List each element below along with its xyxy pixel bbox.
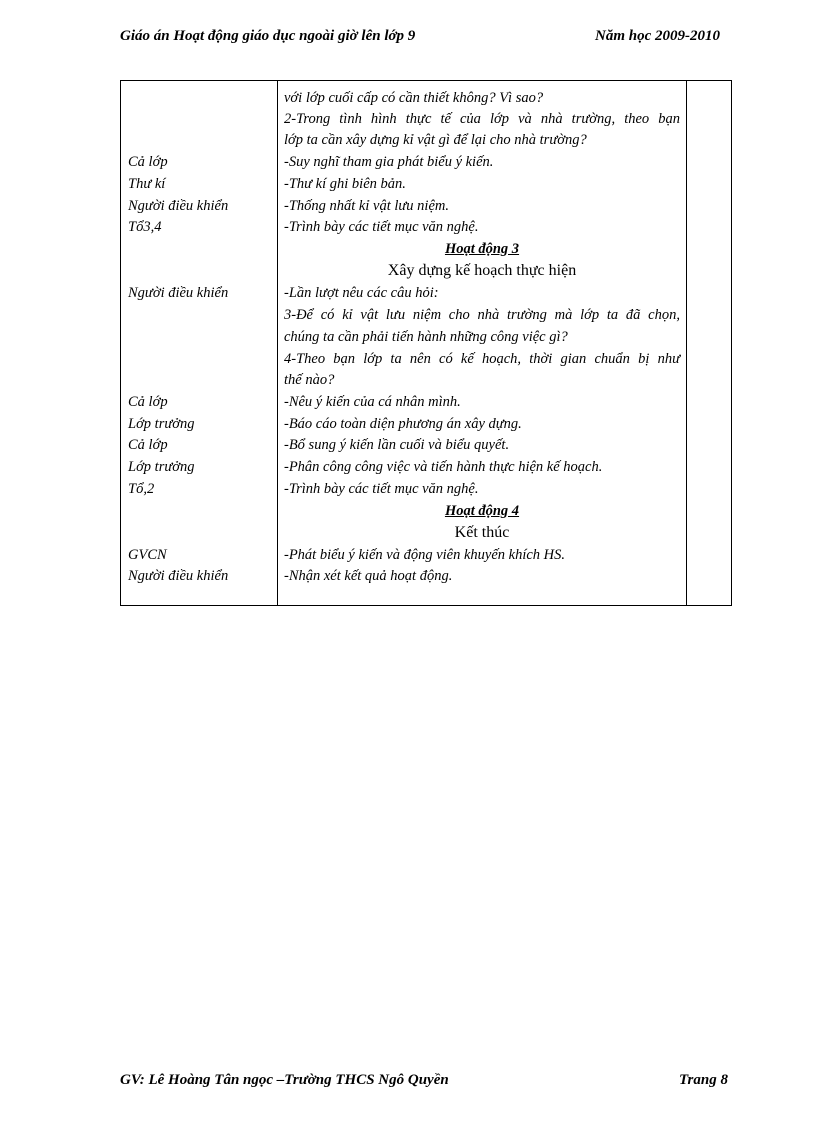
role-cell: Người điều khiển	[128, 285, 229, 301]
content-cell: -Báo cáo toàn diện phương án xây dựng.	[284, 416, 522, 432]
activity-3-subtitle: Xây dựng kế hoạch thực hiện	[387, 262, 577, 279]
content-cell: -Trình bày các tiết mục văn nghệ.	[284, 219, 479, 235]
table-row	[121, 456, 733, 478]
table-row	[121, 413, 733, 435]
activity-4-title: Hoạt động 4	[444, 503, 520, 519]
content-cell: -Trình bày các tiết mục văn nghệ.	[284, 481, 479, 497]
table-row	[121, 544, 733, 566]
table-row	[121, 87, 733, 109]
table-row	[121, 195, 733, 217]
table-row	[121, 173, 733, 195]
content-cell: -Lần lượt nêu các câu hỏi:	[284, 285, 439, 301]
content-cell: thế nào?	[284, 372, 335, 388]
table-row	[121, 282, 733, 304]
content-cell: 4-Theo bạn lớp ta nên có kế hoạch, thời gian chuẩn bị như	[284, 351, 680, 367]
content-cell: -Thống nhất kỉ vật lưu niệm.	[284, 198, 449, 214]
activity-4-subtitle: Kết thúc	[454, 524, 510, 541]
content-cell: -Phân công công việc và tiến hành thực hiện kế hoạch.	[284, 459, 603, 475]
role-cell: Thư kí	[128, 176, 166, 192]
table-row	[121, 348, 733, 370]
activity-3-subheading-row	[121, 260, 733, 282]
header-school-year: Năm học 2009-2010	[595, 28, 720, 44]
content-cell: 2-Trong tình hình thực tế của lớp và nhà trường, theo bạn	[284, 111, 680, 127]
activity-3-heading-row	[121, 238, 733, 260]
table-row	[121, 369, 733, 391]
content-cell: 3-Để có kỉ vật lưu niệm cho nhà trường mà lớp ta đã chọn,	[284, 307, 680, 323]
content-cell: -Nêu ý kiến của cá nhân mình.	[284, 394, 461, 410]
activity-4-heading-row	[121, 500, 733, 522]
page-header	[120, 28, 720, 48]
role-cell: Cả lớp	[128, 154, 168, 170]
table-row	[121, 129, 733, 151]
footer-teacher: GV: Lê Hoàng Tân ngọc –Trường THCS Ngô Quyền	[120, 1072, 449, 1088]
content-cell: -Suy nghĩ tham gia phát biểu ý kiến.	[284, 154, 494, 170]
lesson-table	[120, 80, 732, 606]
table-row	[121, 565, 733, 587]
content-cell: -Nhận xét kết quả hoạt động.	[284, 568, 453, 584]
role-cell: Tổ,2	[128, 481, 155, 497]
role-cell: Lớp trưởng	[128, 416, 195, 432]
table-row	[121, 216, 733, 238]
activity-4-subheading-row	[121, 522, 733, 544]
activity-3-title: Hoạt động 3	[444, 241, 520, 257]
table-row	[121, 434, 733, 456]
role-cell: Cả lớp	[128, 437, 168, 453]
content-cell: với lớp cuối cấp có cần thiết không? Vì sao?	[284, 90, 544, 106]
table-row	[121, 326, 733, 348]
role-cell: GVCN	[128, 547, 167, 563]
role-cell: Người điều khiển	[128, 198, 229, 214]
role-cell: Tổ3,4	[128, 219, 162, 235]
content-cell: -Bổ sung ý kiến lần cuối và biểu quyết.	[284, 437, 510, 453]
footer-page-number: Trang 8	[678, 1072, 728, 1088]
content-cell: lớp ta cần xây dựng kỉ vật gì để lại cho nhà trường?	[284, 132, 587, 148]
role-cell: Cả lớp	[128, 394, 168, 410]
content-cell: chúng ta cần phải tiến hành những công việc gì?	[284, 329, 568, 345]
role-cell: Lớp trưởng	[128, 459, 195, 475]
table-row	[121, 391, 733, 413]
role-cell: Người điều khiển	[128, 568, 229, 584]
page-footer	[120, 1072, 728, 1092]
table-row	[121, 151, 733, 173]
table-row	[121, 478, 733, 500]
content-cell: -Thư kí ghi biên bản.	[284, 176, 406, 192]
table-row	[121, 304, 733, 326]
content-cell: -Phát biểu ý kiến và động viên khuyến khích HS.	[284, 547, 566, 563]
table-row	[121, 108, 733, 130]
header-title: Giáo án Hoạt động giáo dục ngoài giờ lên lớp 9	[120, 28, 416, 44]
